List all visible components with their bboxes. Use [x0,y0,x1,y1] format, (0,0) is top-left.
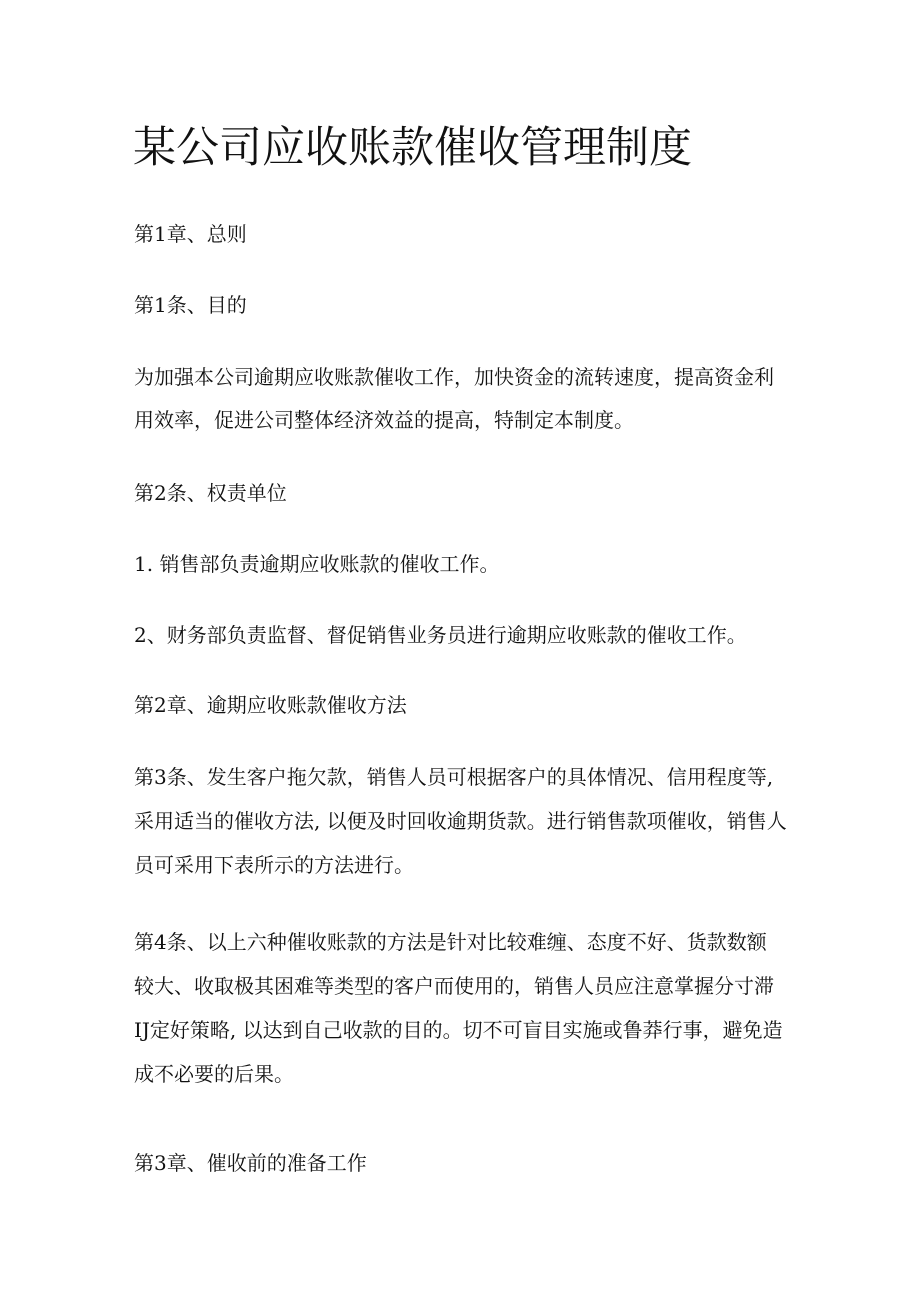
article-2-heading: 第2条、权责单位 [134,481,287,505]
article-2-item-2: 2、财务部负责监督、督促销售业务员进行逾期应收账款的催收工作。 [134,623,747,647]
chapter-3-heading: 第3章、催收前的准备工作 [134,1151,367,1175]
article-1-text-line-2: 用效率，促进公司整体经济效益的提高，特制定本制度。 [134,408,634,432]
article-4-text-line-4: 成不必要的后果。 [134,1062,294,1086]
article-1-text-line-1: 为加强本公司逾期应收账款催收工作，加快资金的流转速度，提高资金利 [134,365,774,389]
article-4-text-line-3: IJ定好策略, 以达到自己收款的目的。切不可盲目实施或鲁莽行事，避免造 [134,1018,783,1042]
article-2-item-1: 1. 销售部负责逾期应收账款的催收工作。 [134,552,500,576]
article-3-text-line-3: 员可采用下表所示的方法进行。 [134,853,414,877]
chapter-2-heading: 第2章、逾期应收账款催收方法 [134,693,407,717]
chapter-1-heading: 第1章、总则 [134,222,247,246]
article-3-text-line-2: 采用适当的催收方法, 以便及时回收逾期货款。进行销售款项催收，销售人 [134,809,787,833]
article-4-text-line-2: 较大、收取极其困难等类型的客户而使用的，销售人员应注意掌握分寸滞 [134,974,774,998]
article-3-text-line-1: 第3条、发生客户拖欠款，销售人员可根据客户的具体情况、信用程度等, [134,765,774,789]
article-1-heading: 第1条、目的 [134,293,247,317]
article-4-text-line-1: 第4条、以上六种催收账款的方法是针对比较难缠、态度不好、货款数额 [134,930,767,954]
document-title: 某公司应收账款催收管理制度 [133,123,692,173]
